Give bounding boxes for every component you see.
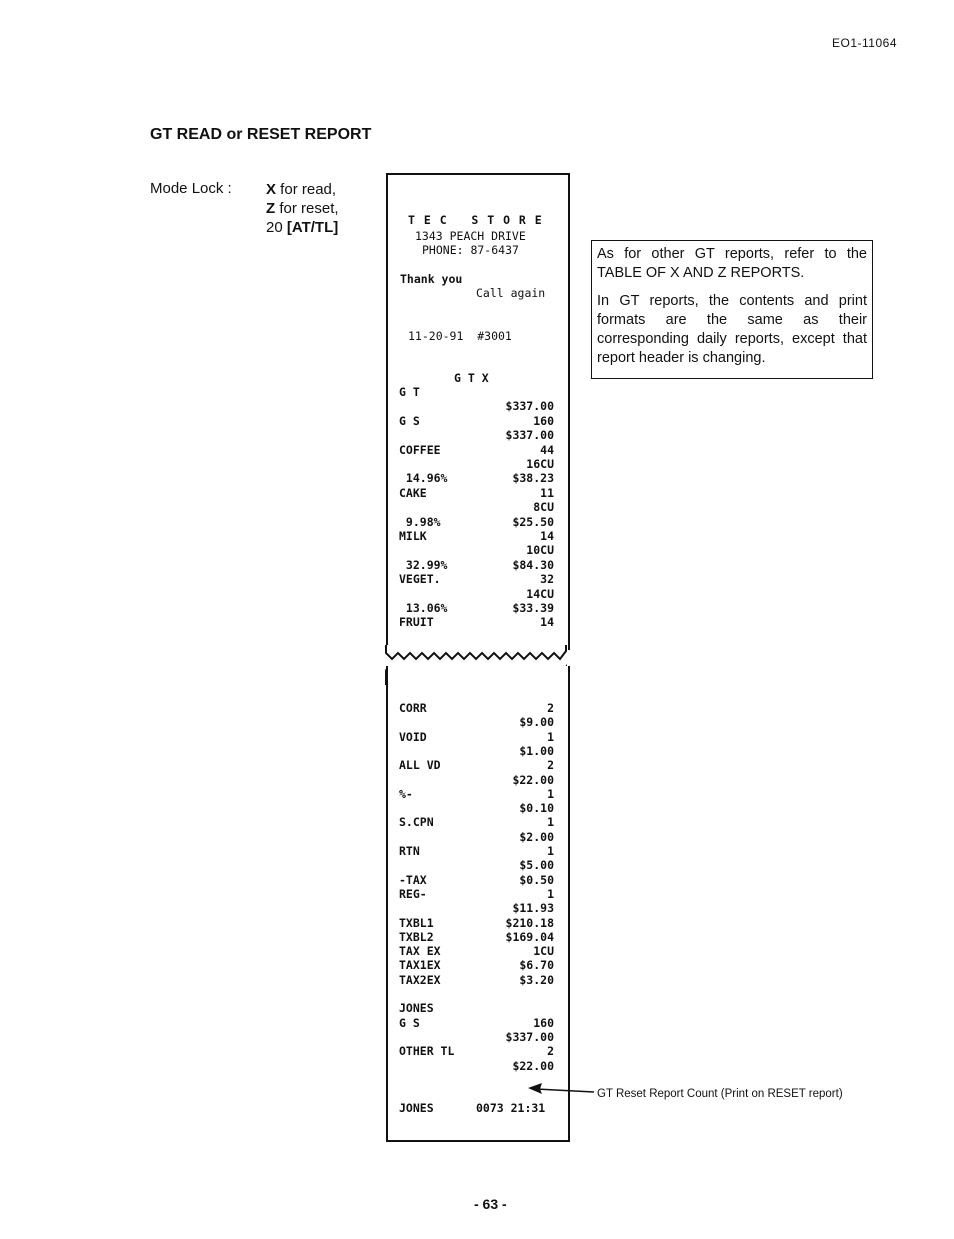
footer-clerk-name: JONES [399,1101,434,1115]
receipt-line-value: 8CU [533,500,554,515]
receipt-line-value: 14CU [526,586,554,601]
date-line: 11-20-91 #3001 [408,329,512,343]
receipt-line-value: 1 [547,729,554,744]
receipt-line-value: $22.00 [512,1058,554,1073]
receipt-line-label: 13.06% [399,601,448,615]
receipt-line-value: 2 [547,758,554,773]
reset-key: Z [266,200,276,217]
receipt-line-value: 2 [547,1044,554,1059]
note-box [591,240,873,379]
receipt-line-label: VEGET. [399,572,441,587]
report-header: G T X [454,371,489,385]
store-name: T E C S T O R E [408,213,543,227]
page-number: - 63 - [474,1196,507,1212]
receipt-line-value: 44 [540,442,554,457]
receipt-line-value: $337.00 [505,1029,554,1044]
receipt-line-value: $6.70 [519,958,554,973]
mode-key-line [266,218,339,237]
page-title: GT READ or RESET REPORT [150,126,372,143]
receipt-line-value: $11.93 [512,901,554,916]
receipt-line-label: CORR [399,701,427,715]
receipt-line-label: 9.98% [399,514,441,529]
receipt-top [386,173,570,650]
receipt-line-value: $0.50 [519,872,554,887]
receipt-line-label: TXBL2 [399,929,434,944]
receipt-line-value: 160 [533,413,554,428]
receipt-line-label: TAX1EX [399,958,441,973]
mode-read-line [266,180,339,199]
receipt-line-value: $3.20 [519,972,554,987]
receipt-line-value: $337.00 [505,399,554,414]
receipt-line-label: COFFEE [399,442,441,457]
receipt-line-value: $22.00 [512,772,554,787]
receipt-line-value: 11 [540,485,554,500]
receipt-line-label: RTN [399,844,420,858]
key-count: 20 [266,219,287,236]
footer-reset-count: 0073 21:31 [476,1101,546,1115]
receipt-line-label: 14.96% [399,471,448,486]
call-again-text: Call again [476,286,546,300]
receipt-line-value: $33.39 [512,601,554,615]
receipt-line-value: 1 [547,844,554,858]
receipt-line-label: FRUIT [399,615,434,630]
receipt-line-label: JONES [399,1001,434,1016]
receipt-line-value: $9.00 [519,715,554,730]
receipt-line-value: 1 [547,886,554,901]
receipt-line-value: $5.00 [519,858,554,873]
store-address: 1343 PEACH DRIVE [415,229,526,243]
left-arrow-icon [528,1081,596,1097]
store-phone: PHONE: 87-6437 [422,243,519,257]
receipt-line-label: -TAX [399,872,427,887]
mode-lock-label: Mode Lock : [150,180,232,197]
note-paragraph-2: In GT reports, the contents and print formats are the same as their corresponding daily reports, except that report header is changing. [597,293,867,366]
receipt-line-value: $169.04 [505,929,554,944]
receipt-line-label: %- [399,786,413,801]
note-paragraph-1: As for other GT reports, refer to the TABLE OF X AND Z REPORTS. [597,246,867,281]
read-key: X [266,181,277,198]
receipt-line-value: 10CU [526,543,554,558]
receipt-line-label: CAKE [399,485,427,500]
receipt-line-label: REG- [399,886,427,901]
receipt-line-value: 1 [547,786,554,801]
receipt-line-value: 16CU [526,457,554,471]
key-name: [AT/TL] [286,219,339,236]
receipt-line-value: $2.00 [519,829,554,844]
receipt-line-value: 1CU [533,944,554,959]
receipt-line-label: G S [399,1015,420,1030]
receipt-line-label: G S [399,413,420,428]
receipt-line-label: S.CPN [399,815,434,830]
reset-text: for reset, [275,200,339,217]
reset-count-annotation: GT Reset Report Count (Print on RESET report) [597,1088,843,1100]
mode-lock-values [266,180,339,237]
read-text: for read, [276,181,337,198]
receipt-line-value: $25.50 [512,514,554,529]
receipt-line-value: 14 [540,615,554,630]
receipt-line-label: OTHER TL [399,1044,455,1059]
receipt-line-value: 14 [540,529,554,543]
thank-you-text: Thank you [400,272,463,286]
receipt-line-label: G T [399,385,420,399]
receipt-line-label: TXBL1 [399,915,434,930]
receipt-line-value: 2 [547,701,554,715]
receipt-line-value: 1 [547,815,554,830]
receipt-bottom [386,666,570,1142]
receipt-line-label: MILK [399,529,427,543]
receipt-line-label: TAX2EX [399,972,441,987]
document-code: EO1-11064 [832,36,897,50]
receipt-line-value: $0.10 [519,801,554,816]
receipt-line-label: VOID [399,729,427,744]
receipt-line-value: 160 [533,1015,554,1030]
receipt-line-value: $210.18 [505,915,554,930]
receipt-line-value: $1.00 [519,743,554,758]
receipt-line-value: $337.00 [505,428,554,443]
receipt-line-label: ALL VD [399,758,441,773]
receipt-line-label: 32.99% [399,557,448,572]
receipt-line-label: TAX EX [399,944,441,959]
mode-reset-line [266,199,339,218]
receipt-line-value: $84.30 [512,557,554,572]
receipt-line-value: $38.23 [512,471,554,486]
receipt-line-value: 32 [540,572,554,587]
